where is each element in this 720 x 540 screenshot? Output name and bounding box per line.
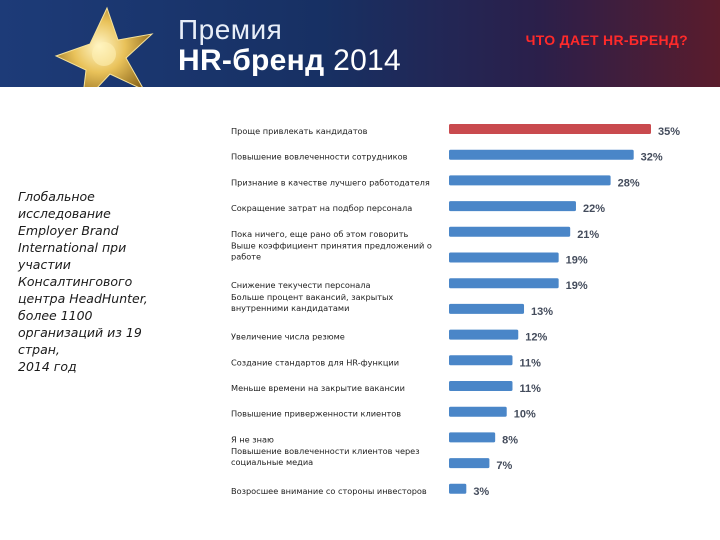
value-label: 19% bbox=[565, 280, 588, 293]
value-label: 11% bbox=[519, 357, 541, 370]
survey-note-line: Глобальное bbox=[18, 189, 95, 204]
category-label: Выше коэффициент принятия предложений о работе bbox=[231, 240, 432, 262]
survey-note-line: организаций из 19 bbox=[18, 325, 142, 340]
bar bbox=[449, 201, 576, 211]
survey-note-line: более 1100 bbox=[18, 308, 93, 323]
bar bbox=[449, 253, 559, 263]
survey-note-line: International при bbox=[18, 240, 127, 255]
value-label: 12% bbox=[525, 331, 548, 344]
bar bbox=[449, 381, 512, 391]
survey-note-line: Консалтингового bbox=[18, 274, 133, 289]
bar bbox=[449, 304, 524, 314]
category-label: Повышение приверженности клиентов bbox=[231, 408, 402, 419]
brand-title-line1: Премия bbox=[178, 14, 283, 45]
survey-note-line: Employer Brand bbox=[18, 223, 119, 238]
brand-year: 2014 bbox=[333, 44, 402, 77]
bar bbox=[449, 227, 570, 237]
category-label: Пока ничего, еще рано об этом говорить bbox=[231, 228, 409, 239]
value-label: 11% bbox=[519, 383, 541, 395]
category-label: Я не знаю bbox=[231, 434, 274, 445]
slide-title: ЧТО ДАЕТ HR-БРЕНД? bbox=[525, 32, 688, 48]
bar bbox=[449, 330, 518, 340]
value-label: 3% bbox=[473, 485, 490, 498]
bar bbox=[449, 150, 634, 160]
value-label: 28% bbox=[617, 177, 640, 190]
bar bbox=[449, 458, 489, 468]
value-label: 13% bbox=[531, 305, 554, 318]
bar bbox=[449, 407, 507, 417]
bar bbox=[449, 355, 512, 365]
survey-note-line: стран, bbox=[18, 342, 60, 357]
category-label: Проще привлекать кандидатов bbox=[231, 126, 368, 136]
category-label: Увеличение числа резюме bbox=[231, 331, 345, 342]
category-label: Создание стандартов для HR-функции bbox=[231, 357, 400, 368]
bar bbox=[449, 484, 466, 494]
value-label: 8% bbox=[502, 434, 519, 447]
value-label: 32% bbox=[640, 151, 663, 164]
survey-note-line: центра HeadHunter, bbox=[18, 291, 148, 306]
category-label: Снижение текучести персонала bbox=[231, 280, 371, 291]
value-label: 22% bbox=[582, 203, 606, 216]
value-label: 21% bbox=[577, 228, 600, 241]
value-label: 7% bbox=[496, 460, 513, 473]
brand-hr: HR-бренд bbox=[178, 44, 325, 77]
category-label: Признание в качестве лучшего работодателя bbox=[231, 177, 430, 188]
survey-note-line: участии bbox=[18, 257, 71, 272]
bar-highlighted bbox=[449, 124, 651, 134]
value-label: 35% bbox=[658, 126, 681, 138]
category-label: Меньше времени на закрытие вакансии bbox=[231, 383, 405, 393]
value-label: 19% bbox=[565, 254, 588, 267]
value-label: 10% bbox=[513, 408, 536, 421]
category-label: Больше процент вакансий, закрытых внутренними кандидатами bbox=[231, 291, 394, 313]
survey-note-line: 2014 год bbox=[18, 359, 77, 374]
bar bbox=[449, 175, 611, 185]
category-label: Сокращение затрат на подбор персонала bbox=[231, 203, 413, 214]
bar bbox=[449, 278, 559, 288]
survey-note-line: исследование bbox=[18, 206, 111, 221]
category-label: Возросшее внимание со стороны инвесторов bbox=[231, 485, 427, 496]
bar bbox=[449, 432, 495, 442]
category-label: Повышение вовлеченности сотрудников bbox=[231, 151, 408, 162]
category-label: Повышение вовлеченности клиентов через социальные медиа bbox=[231, 446, 420, 468]
